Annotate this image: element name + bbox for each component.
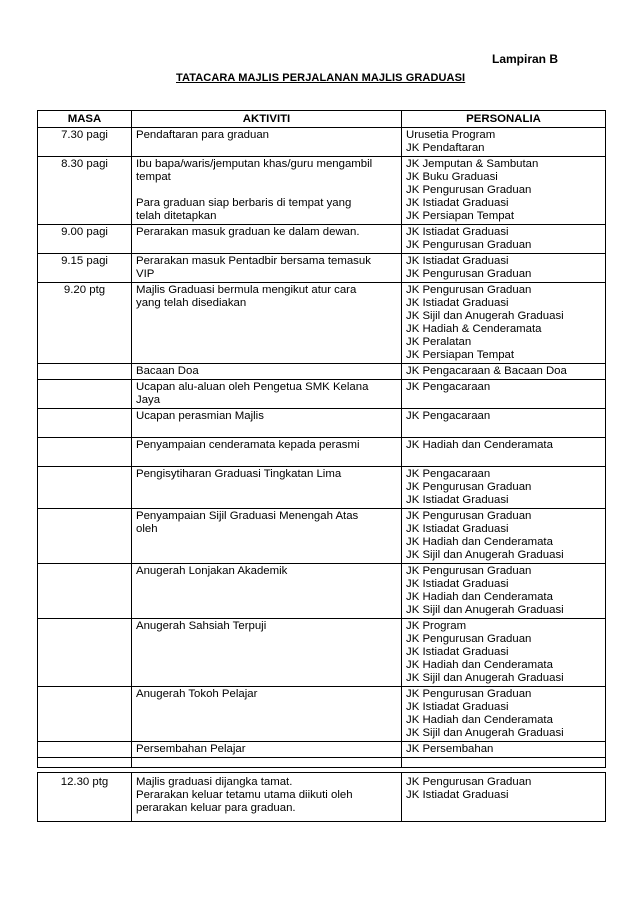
aktiviti-cell <box>132 619 402 687</box>
masa-cell: 7.30 pagi <box>38 128 132 157</box>
aktiviti-cell-line <box>136 423 397 436</box>
personalia-cell-line: JK Hadiah dan Cenderamata <box>406 536 553 548</box>
masa-cell <box>38 438 132 467</box>
personalia-cell-line: JK Hadiah dan Cenderamata <box>406 659 553 671</box>
schedule-body <box>38 128 606 768</box>
aktiviti-cell <box>132 128 402 157</box>
table-row <box>38 742 606 758</box>
personalia-cell-line: JK Persembahan <box>406 743 494 755</box>
aktiviti-cell <box>132 380 402 409</box>
personalia-cell-line: JK Pengurusan Graduan <box>406 481 532 493</box>
masa-cell <box>38 467 132 509</box>
masa-cell <box>38 380 132 409</box>
aktiviti-cell <box>132 509 402 564</box>
masa-cell: 9.20 ptg <box>38 283 132 364</box>
spacer-cell <box>132 758 402 768</box>
table-header-row <box>38 111 606 128</box>
personalia-cell-line: JK Istiadat Graduasi <box>406 789 509 801</box>
personalia-cell-line: JK Istiadat Graduasi <box>406 578 509 590</box>
schedule-final <box>38 768 606 822</box>
personalia-cell <box>402 742 606 758</box>
personalia-cell-line: JK Istiadat Graduasi <box>406 297 509 309</box>
aktiviti-cell-line: perarakan keluar para graduan. <box>136 802 296 814</box>
aktiviti-cell-line: Bacaan Doa <box>136 365 199 377</box>
table-row <box>38 225 606 254</box>
personalia-cell-line: JK Pengacaraan <box>406 468 491 480</box>
aktiviti-cell-line: tempat <box>136 171 171 183</box>
aktiviti-cell-line: Penyampaian Sijil Graduasi Menengah Atas <box>136 510 359 522</box>
table-row <box>38 380 606 409</box>
personalia-cell <box>402 157 606 225</box>
document-title: TATACARA MAJLIS PERJALANAN MAJLIS GRADUASI <box>176 72 466 84</box>
table-row <box>38 283 606 364</box>
personalia-cell-line: JK Istiadat Graduasi <box>406 646 509 658</box>
masa-cell <box>38 409 132 438</box>
spacer-cell <box>402 758 606 768</box>
aktiviti-cell <box>132 564 402 619</box>
personalia-cell-line: JK Hadiah dan Cenderamata <box>406 591 553 603</box>
aktiviti-cell-line <box>136 184 397 197</box>
personalia-cell <box>402 509 606 564</box>
masa-cell: 8.30 pagi <box>38 157 132 225</box>
personalia-cell-line: JK Pengurusan Graduan <box>406 776 532 788</box>
aktiviti-cell-line: Jaya <box>136 394 161 406</box>
spacer-cell <box>38 758 132 768</box>
personalia-cell-line: JK Peralatan <box>406 336 472 348</box>
personalia-cell-line: JK Pengurusan Graduan <box>406 239 532 251</box>
masa-cell: 9.15 pagi <box>38 254 132 283</box>
masa-cell <box>38 619 132 687</box>
aktiviti-cell <box>132 254 402 283</box>
personalia-cell-line: JK Hadiah & Cenderamata <box>406 323 542 335</box>
aktiviti-cell <box>132 409 402 438</box>
table-row-final <box>38 773 606 822</box>
personalia-cell-line: JK Istiadat Graduasi <box>406 226 509 238</box>
personalia-cell <box>402 380 606 409</box>
personalia-cell-line: JK Sijil dan Anugerah Graduasi <box>406 672 564 684</box>
personalia-cell-line: JK Sijil dan Anugerah Graduasi <box>406 727 564 739</box>
appendix-label: Lampiran B <box>491 52 558 66</box>
personalia-cell-line: JK Pengurusan Graduan <box>406 633 532 645</box>
aktiviti-cell <box>132 364 402 380</box>
aktiviti-cell <box>132 438 402 467</box>
aktiviti-cell-line: Perarakan keluar tetamu utama diikuti oleh <box>136 789 353 801</box>
masa-cell <box>38 564 132 619</box>
personalia-cell <box>402 773 606 822</box>
table-row <box>38 254 606 283</box>
personalia-cell <box>402 128 606 157</box>
personalia-cell-line: JK Pengurusan Graduan <box>406 184 532 196</box>
masa-cell: 12.30 ptg <box>38 773 132 822</box>
aktiviti-cell-line: Pendaftaran para graduan <box>136 129 269 141</box>
masa-cell: 9.00 pagi <box>38 225 132 254</box>
aktiviti-cell-line: Anugerah Sahsiah Terpuji <box>136 620 267 632</box>
aktiviti-cell-line: yang telah disediakan <box>136 297 247 309</box>
aktiviti-cell <box>132 742 402 758</box>
personalia-cell-line: JK Istiadat Graduasi <box>406 701 509 713</box>
aktiviti-cell-line: Majlis graduasi dijangka tamat. <box>136 776 293 788</box>
table-row <box>38 157 606 225</box>
personalia-cell-line: JK Pengurusan Graduan <box>406 284 532 296</box>
aktiviti-cell-line: Ucapan perasmian Majlis <box>136 410 264 422</box>
personalia-cell <box>402 254 606 283</box>
aktiviti-cell-line: oleh <box>136 523 158 535</box>
table-row <box>38 438 606 467</box>
personalia-cell-line: JK Hadiah dan Cenderamata <box>406 439 553 451</box>
aktiviti-cell-line: Ibu bapa/waris/jemputan khas/guru mengambil <box>136 158 373 170</box>
personalia-cell <box>402 225 606 254</box>
personalia-cell-line: JK Pendaftaran <box>406 142 485 154</box>
table-row <box>38 128 606 157</box>
aktiviti-cell-line: telah ditetapkan <box>136 210 217 222</box>
aktiviti-cell <box>132 225 402 254</box>
personalia-cell <box>402 409 606 438</box>
aktiviti-cell-line: Anugerah Tokoh Pelajar <box>136 688 258 700</box>
aktiviti-cell-line: Perarakan masuk graduan ke dalam dewan. <box>136 226 360 238</box>
personalia-cell-line: JK Pengurusan Graduan <box>406 565 532 577</box>
personalia-cell-line: JK Sijil dan Anugerah Graduasi <box>406 549 564 561</box>
header-personalia: PERSONALIA <box>402 111 606 128</box>
masa-cell <box>38 687 132 742</box>
personalia-cell-line: JK Pengacaraan & Bacaan Doa <box>406 365 567 377</box>
masa-cell <box>38 364 132 380</box>
aktiviti-cell <box>132 467 402 509</box>
personalia-cell-line: JK Istiadat Graduasi <box>406 523 509 535</box>
aktiviti-cell-line: Pengisytiharan Graduasi Tingkatan Lima <box>136 468 342 480</box>
aktiviti-cell-line: Majlis Graduasi bermula mengikut atur cara <box>136 284 357 296</box>
table-row <box>38 364 606 380</box>
schedule-table <box>37 110 606 822</box>
aktiviti-cell-line <box>136 452 397 465</box>
header-masa: MASA <box>38 111 132 128</box>
masa-cell <box>38 509 132 564</box>
aktiviti-cell-line: Para graduan siap berbaris di tempat yang <box>136 197 352 209</box>
table-row <box>38 409 606 438</box>
personalia-cell-line: JK Pengurusan Graduan <box>406 268 532 280</box>
header-aktiviti: AKTIVITI <box>132 111 402 128</box>
personalia-cell <box>402 467 606 509</box>
aktiviti-cell-line: Penyampaian cenderamata kepada perasmi <box>136 439 360 451</box>
aktiviti-cell-line: Anugerah Lonjakan Akademik <box>136 565 288 577</box>
personalia-cell <box>402 438 606 467</box>
personalia-cell-line: JK Istiadat Graduasi <box>406 494 509 506</box>
personalia-cell <box>402 619 606 687</box>
aktiviti-cell <box>132 773 402 822</box>
personalia-cell <box>402 364 606 380</box>
aktiviti-cell <box>132 283 402 364</box>
personalia-cell <box>402 283 606 364</box>
aktiviti-cell-line: Persembahan Pelajar <box>136 743 246 755</box>
personalia-cell-line: JK Pengacaraan <box>406 410 491 422</box>
personalia-cell-line: JK Pengacaraan <box>406 381 491 393</box>
aktiviti-cell-line: Perarakan masuk Pentadbir bersama temasuk <box>136 255 371 267</box>
table-row <box>38 619 606 687</box>
personalia-cell-line: JK Sijil dan Anugerah Graduasi <box>406 310 564 322</box>
aktiviti-cell-line: VIP <box>136 268 155 280</box>
personalia-cell <box>402 564 606 619</box>
table-row <box>38 467 606 509</box>
personalia-cell-line: JK Pengurusan Graduan <box>406 688 532 700</box>
spacer-row <box>38 758 606 768</box>
personalia-cell-line: JK Hadiah dan Cenderamata <box>406 714 553 726</box>
personalia-cell <box>402 687 606 742</box>
personalia-cell-line: JK Jemputan & Sambutan <box>406 158 539 170</box>
personalia-cell-line: JK Program <box>406 620 467 632</box>
personalia-cell-line: JK Persiapan Tempat <box>406 210 515 222</box>
masa-cell <box>38 742 132 758</box>
personalia-cell-line: JK Istiadat Graduasi <box>406 255 509 267</box>
personalia-cell-line: JK Persiapan Tempat <box>406 349 515 361</box>
personalia-cell-line: JK Buku Graduasi <box>406 171 498 183</box>
personalia-cell-line: JK Istiadat Graduasi <box>406 197 509 209</box>
aktiviti-cell <box>132 157 402 225</box>
table-row <box>38 509 606 564</box>
aktiviti-cell-line: Ucapan alu-aluan oleh Pengetua SMK Kelana <box>136 381 369 393</box>
table-row <box>38 564 606 619</box>
personalia-cell-line: Urusetia Program <box>406 129 496 141</box>
table-row <box>38 687 606 742</box>
aktiviti-cell <box>132 687 402 742</box>
personalia-cell-line: JK Sijil dan Anugerah Graduasi <box>406 604 564 616</box>
personalia-cell-line: JK Pengurusan Graduan <box>406 510 532 522</box>
